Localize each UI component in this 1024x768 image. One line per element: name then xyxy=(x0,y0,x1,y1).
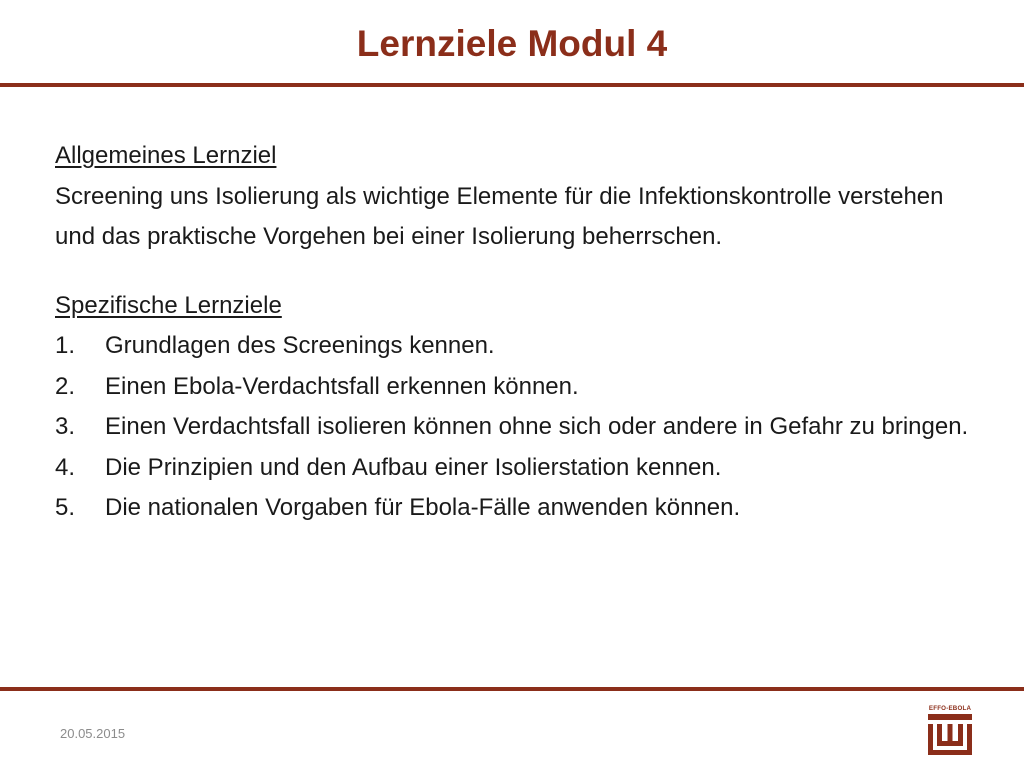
logo-wordmark: EFFO-EBOLA xyxy=(928,705,972,712)
list-item xyxy=(55,326,975,367)
list-item xyxy=(55,488,975,529)
list-item-text: Die nationalen Vorgaben für Ebola-Fälle anwenden können. xyxy=(105,494,741,521)
general-goal-text: Screening uns Isolierung als wichtige Elemente für die Infektionskontrolle verstehen und das praktische Vorgehen bei einer Isolierung beherrschen. xyxy=(55,182,944,250)
list-item-text: Einen Verdachtsfall isolieren können ohne sich oder andere in Gefahr zu bringen. xyxy=(105,413,969,440)
list-item-number: 5. xyxy=(55,494,76,521)
list-item-number: 1. xyxy=(55,332,76,359)
slide-content xyxy=(55,136,975,529)
list-item xyxy=(55,448,975,489)
list-item-text: Grundlagen des Screenings kennen. xyxy=(105,332,495,359)
list-item-number: 3. xyxy=(55,413,76,440)
list-item xyxy=(55,407,975,448)
list-item-number: 4. xyxy=(55,453,76,481)
general-goal-heading: Allgemeines Lernziel xyxy=(55,142,277,169)
specific-goals-list xyxy=(55,326,975,529)
list-item-text: Einen Ebola-Verdachtsfall erkennen können. xyxy=(105,372,579,400)
effo-ebola-logo-icon xyxy=(925,703,975,757)
footer-date: 20.05.2015 xyxy=(60,726,126,741)
specific-goals-heading: Spezifische Lernziele xyxy=(55,291,282,319)
footer-divider xyxy=(0,687,1024,691)
list-item-number: 2. xyxy=(55,372,76,400)
list-item-text: Die Prinzipien und den Aufbau einer Isolierstation kennen. xyxy=(105,453,722,481)
slide-title: Lernziele Modul 4 xyxy=(356,23,668,64)
list-item xyxy=(55,367,975,408)
title-divider xyxy=(0,83,1024,87)
section-spacer xyxy=(55,258,975,286)
